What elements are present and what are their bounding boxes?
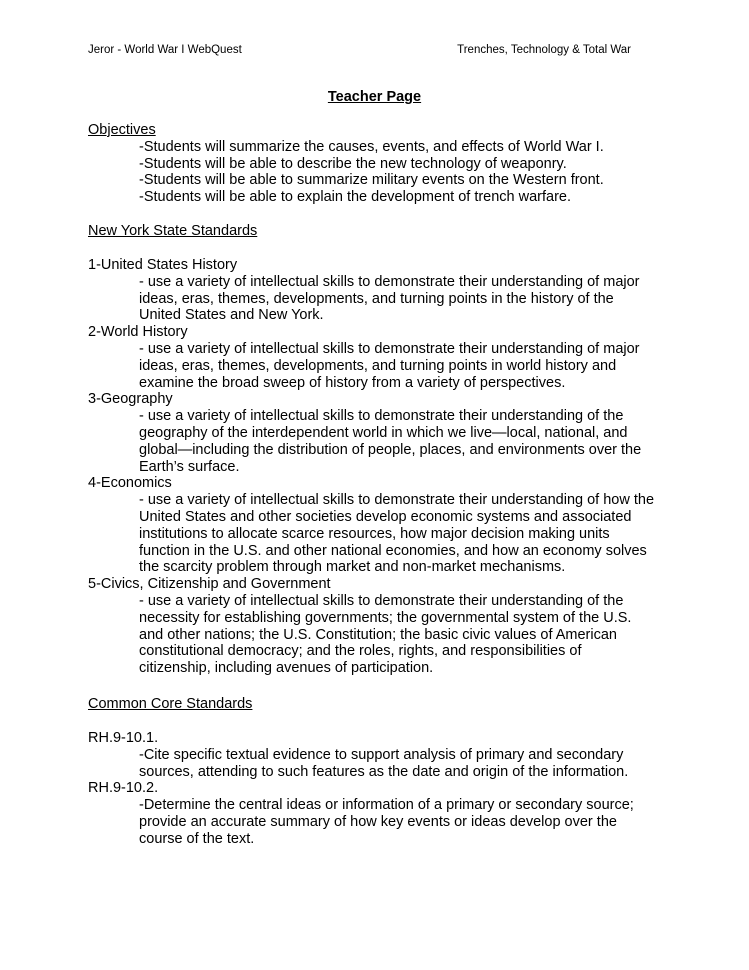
page-title: Teacher Page (327, 89, 422, 105)
cc-standards-heading-wrap (88, 696, 688, 713)
standard-text: ideas, eras, themes, developments, and turning points in world history and (139, 357, 617, 374)
standard-text: citizenship, including avenues of participation. (139, 660, 434, 677)
objectives-heading: Objectives (88, 122, 156, 138)
standard-text: examine the broad sweep of history from a variety of perspectives. (139, 374, 566, 391)
standard-text: - use a variety of intellectual skills to demonstrate their understanding of major (139, 273, 640, 290)
standard-text: geography of the interdependent world in which we live—local, national, and (139, 424, 628, 441)
ny-standards-heading-wrap (88, 223, 688, 240)
standard-text: constitutional democracy; and the roles, rights, and responsibilities of (139, 643, 582, 660)
standard-text: global—including the distribution of people, places, and environments over the (139, 441, 642, 458)
standard-label: 2-World History (88, 324, 188, 341)
standard-text: United States and other societies develop economic systems and associated (139, 508, 632, 525)
standard-text: - use a variety of intellectual skills to demonstrate their understanding of major (139, 340, 640, 357)
standard-text: - use a variety of intellectual skills to demonstrate their understanding of the (139, 592, 624, 609)
standard-label: 3-Geography (88, 391, 173, 408)
objective-item: -Students will be able to describe the new technology of weaponry. (139, 155, 567, 172)
standard-text: - use a variety of intellectual skills to demonstrate their understanding of how the (139, 492, 655, 509)
standard-text: - use a variety of intellectual skills to demonstrate their understanding of the (139, 408, 624, 425)
standard-label: 5-Civics, Citizenship and Government (88, 576, 331, 593)
header-left: Jeror - World War I WebQuest (88, 44, 242, 56)
standard-text: institutions to allocate scarce resources, how major decision making units (139, 525, 610, 542)
cc-standards-list (88, 730, 688, 848)
standard-label: 1-United States History (88, 257, 238, 273)
standard-text: and other nations; the U.S. Constitution; the basic civic values of American (139, 626, 617, 643)
standard-label: RH.9-10.1. (88, 730, 159, 746)
standard-label: 4-Economics (88, 475, 172, 492)
standard-text: ideas, eras, themes, developments, and turning points in the history of the (139, 290, 614, 307)
standard-text: -Cite specific textual evidence to support analysis of primary and secondary (139, 746, 624, 763)
standard-text: Earth’s surface. (139, 458, 240, 475)
standard-text: function in the U.S. and other national economies, and how an economy solves (139, 542, 647, 559)
cc-standards-heading: Common Core Standards (88, 696, 253, 712)
standard-label: RH.9-10.2. (88, 780, 159, 797)
ny-standards-list (88, 257, 688, 677)
standard-text: provide an accurate summary of how key events or ideas develop over the (139, 813, 617, 830)
objective-item: -Students will summarize the causes, events, and effects of World War I. (139, 138, 604, 155)
objective-item: -Students will be able to summarize military events on the Western front. (139, 172, 604, 189)
standard-text: sources, attending to such features as the date and origin of the information. (139, 763, 629, 780)
standard-text: -Determine the central ideas or information of a primary or secondary source; (139, 797, 634, 814)
objective-item: -Students will be able to explain the development of trench warfare. (139, 189, 572, 206)
objectives-section (88, 122, 688, 206)
header-right: Trenches, Technology & Total War (457, 44, 631, 56)
standard-text: United States and New York. (139, 307, 324, 324)
standard-text: course of the text. (139, 830, 255, 847)
standard-text: the scarcity problem through market and non-market mechanisms. (139, 559, 566, 576)
ny-standards-heading: New York State Standards (88, 223, 258, 239)
standard-text: necessity for establishing governments; the governmental system of the U.S. (139, 609, 632, 626)
